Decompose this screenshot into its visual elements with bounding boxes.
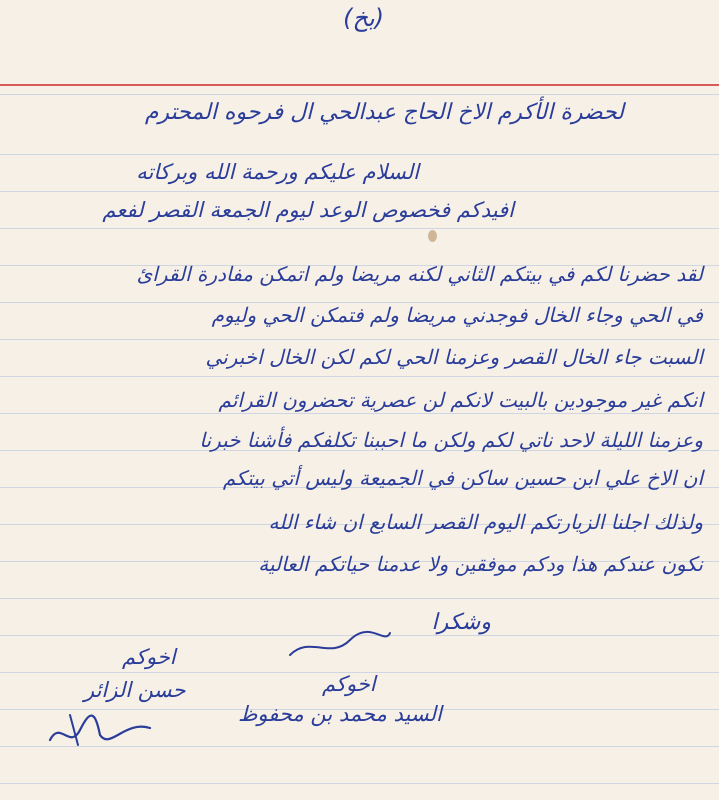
paper-stain: [428, 230, 437, 242]
letter-top-mark: (بخ): [343, 4, 384, 32]
letter-salutation: لحضرة الأكرم الاخ الحاج عبدالحي ال فرحوه المحترم: [144, 100, 624, 125]
signature-left-name: حسن الزائر: [84, 678, 186, 702]
signature-right-name: السيد محمد بن محفوظ: [238, 702, 442, 726]
closing-flourish: [285, 625, 395, 665]
handwritten-signature: [40, 700, 160, 760]
letter-body-line: وعزمنا الليلة لاحد ناتي لكم ولكن ما احببنا تكلفكم فأشنا خبرنا: [199, 428, 703, 452]
letter-body-line: نكون عندكم هذا ودكم موفقين ولا عدمنا حياتكم العالية: [258, 552, 703, 576]
signature-left-label: اخوكم: [122, 645, 176, 669]
letter-body-line: السبت جاء الخال القصر وعزمنا الحي لكم لكن الخال اخبرني: [205, 345, 703, 369]
signature-right-label: اخوكم: [322, 672, 376, 696]
letter-body-line: ان الاخ علي ابن حسين ساكن في الجميعة وليس أتي بيتكم: [222, 466, 703, 490]
letter-body-line: انكم غير موجودين بالبيت لانكم لن عصرية تحضرون القرائم: [218, 388, 703, 412]
letter-subject: افيدكم فخصوص الوعد ليوم الجمعة القصر لفعم: [102, 198, 514, 222]
letter-body-line: ولذلك اجلنا الزيارتكم اليوم القصر السابع ان شاء الله: [268, 510, 703, 534]
letter-greeting: السلام عليكم ورحمة الله وبركاته: [136, 160, 419, 184]
letter-body-line: في الحي وجاء الخال فوجدني مريضا ولم فتمكن الحي وليوم: [211, 303, 703, 327]
letter-body-line: لقد حضرنا لكم في بيتكم الثاني لكنه مريضا ولم اتمكن مفادرة القرائ: [136, 262, 703, 286]
red-margin-rule: [0, 84, 719, 86]
letter-closing: وشكرا: [431, 610, 491, 635]
